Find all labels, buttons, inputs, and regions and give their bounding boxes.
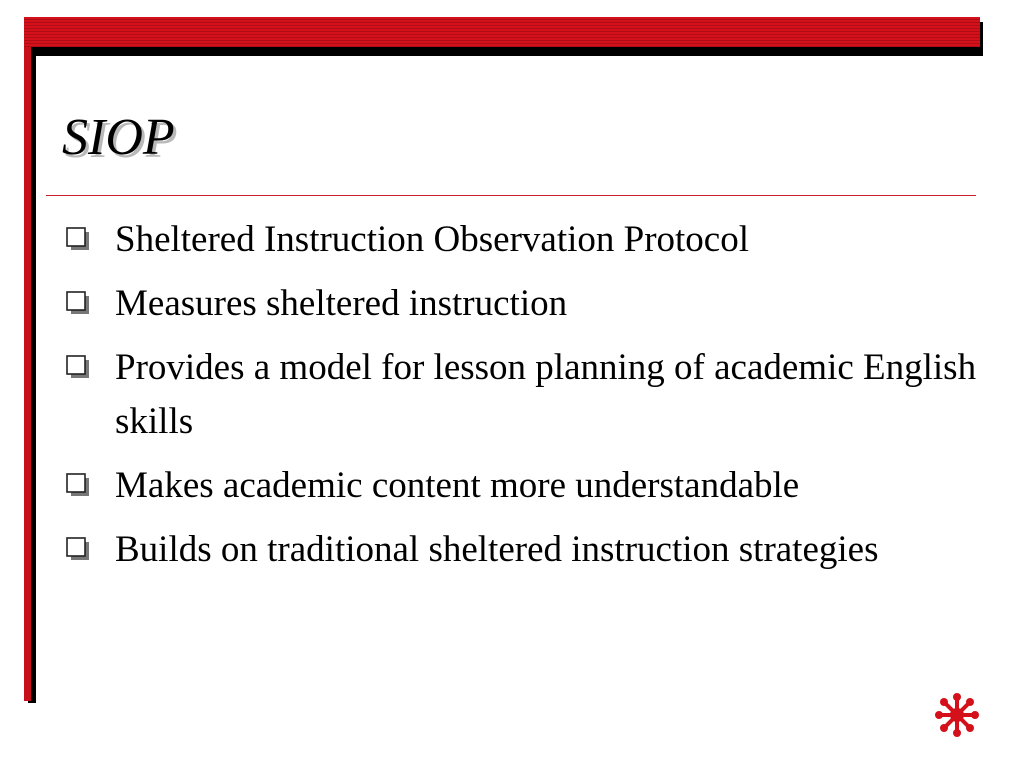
- bullet-item: [62, 277, 982, 331]
- bullet-list: [62, 213, 982, 587]
- bullet-text: Makes academic content more understandable: [115, 465, 800, 506]
- bullet-text: Measures sheltered instruction: [115, 283, 568, 324]
- title-divider: [46, 195, 976, 196]
- bullet-item: [62, 213, 982, 267]
- red-star-burst-logo-icon: [932, 690, 982, 740]
- bullet-text: Sheltered Instruction Observation Protocol: [115, 219, 750, 260]
- hollow-square-bullet-icon: [66, 473, 90, 497]
- hollow-square-bullet-icon: [66, 227, 90, 251]
- top-accent-bar: [24, 17, 980, 47]
- hollow-square-bullet-icon: [66, 537, 90, 561]
- hollow-square-bullet-icon: [66, 291, 90, 315]
- left-accent-bar: [24, 47, 31, 701]
- slide-title: SIOP: [62, 109, 175, 166]
- bullet-text: Builds on traditional sheltered instruction strategies: [115, 529, 879, 570]
- hollow-square-bullet-icon: [66, 355, 90, 379]
- bullet-item: [62, 523, 982, 577]
- bullet-item: [62, 341, 982, 449]
- bullet-item: [62, 459, 982, 513]
- bullet-text: Provides a model for lesson planning of academic English skills: [115, 347, 977, 442]
